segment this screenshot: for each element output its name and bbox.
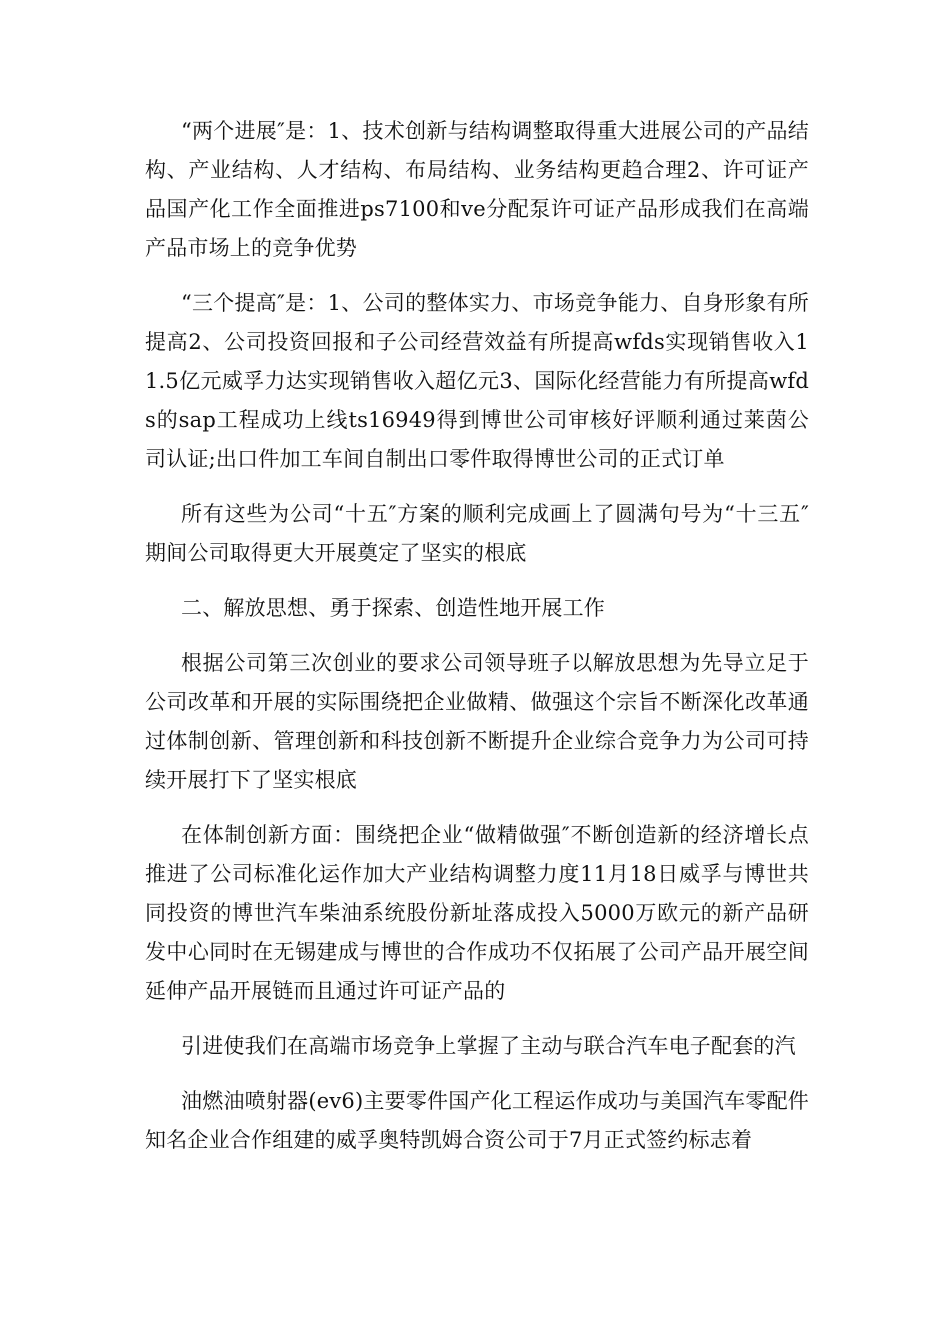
paragraph-fuel-injector: 油燃油喷射器(ev6)主要零件国产化工程运作成功与美国汽车零配件知名企业合作组建的威孚奥特凯姆合资公司于7月正式签约标志着	[145, 1089, 809, 1152]
paragraph-two-progress: “两个进展″是：1、技术创新与结构调整取得重大进展公司的产品结构、产业结构、人才结构、布局结构、业务结构更趋合理2、许可证产品国产化工作全面推进ps7100和ve分配泵许可证产品形成我们在高端产品市场上的竞争优势	[145, 119, 809, 260]
paragraph-third-venture: 根据公司第三次创业的要求公司领导班子以解放思想为先导立足于公司改革和开展的实际围绕把企业做精、做强这个宗旨不断深化改革通过体制创新、管理创新和科技创新不断提升企业综合竞争力为公司可持续开展打下了坚实根底	[145, 651, 809, 792]
document-body	[145, 112, 809, 1176]
paragraph-summary: 所有这些为公司“十五″方案的顺利完成画上了圆满句号为“十三五″期间公司取得更大开展奠定了坚实的根底	[145, 502, 809, 565]
section-heading: 二、解放思想、勇于探索、创造性地开展工作	[181, 596, 605, 620]
paragraph-three-improvements: “三个提高″是：1、公司的整体实力、市场竞争能力、自身形象有所提高2、公司投资回报和子公司经营效益有所提高wfds实现销售收入11.5亿元威孚力达实现销售收入超亿元3、国际化经营能力有所提高wfds的sap工程成功上线ts16949得到博世公司审核好评顺利通过莱茵公司认证;出口件加工车间自制出口零件取得博世公司的正式订单	[145, 291, 809, 471]
paragraph-introduction: 引进使我们在高端市场竞争上掌握了主动与联合汽车电子配套的汽	[181, 1034, 796, 1058]
paragraph-institutional-innovation: 在体制创新方面：围绕把企业“做精做强″不断创造新的经济增长点推进了公司标准化运作加大产业结构调整力度11月18日威孚与博世共同投资的博世汽车柴油系统股份新址落成投入5000万欧元的新产品研发中心同时在无锡建成与博世的合作成功不仅拓展了公司产品开展空间延伸产品开展链而且通过许可证产品的	[145, 823, 809, 1003]
